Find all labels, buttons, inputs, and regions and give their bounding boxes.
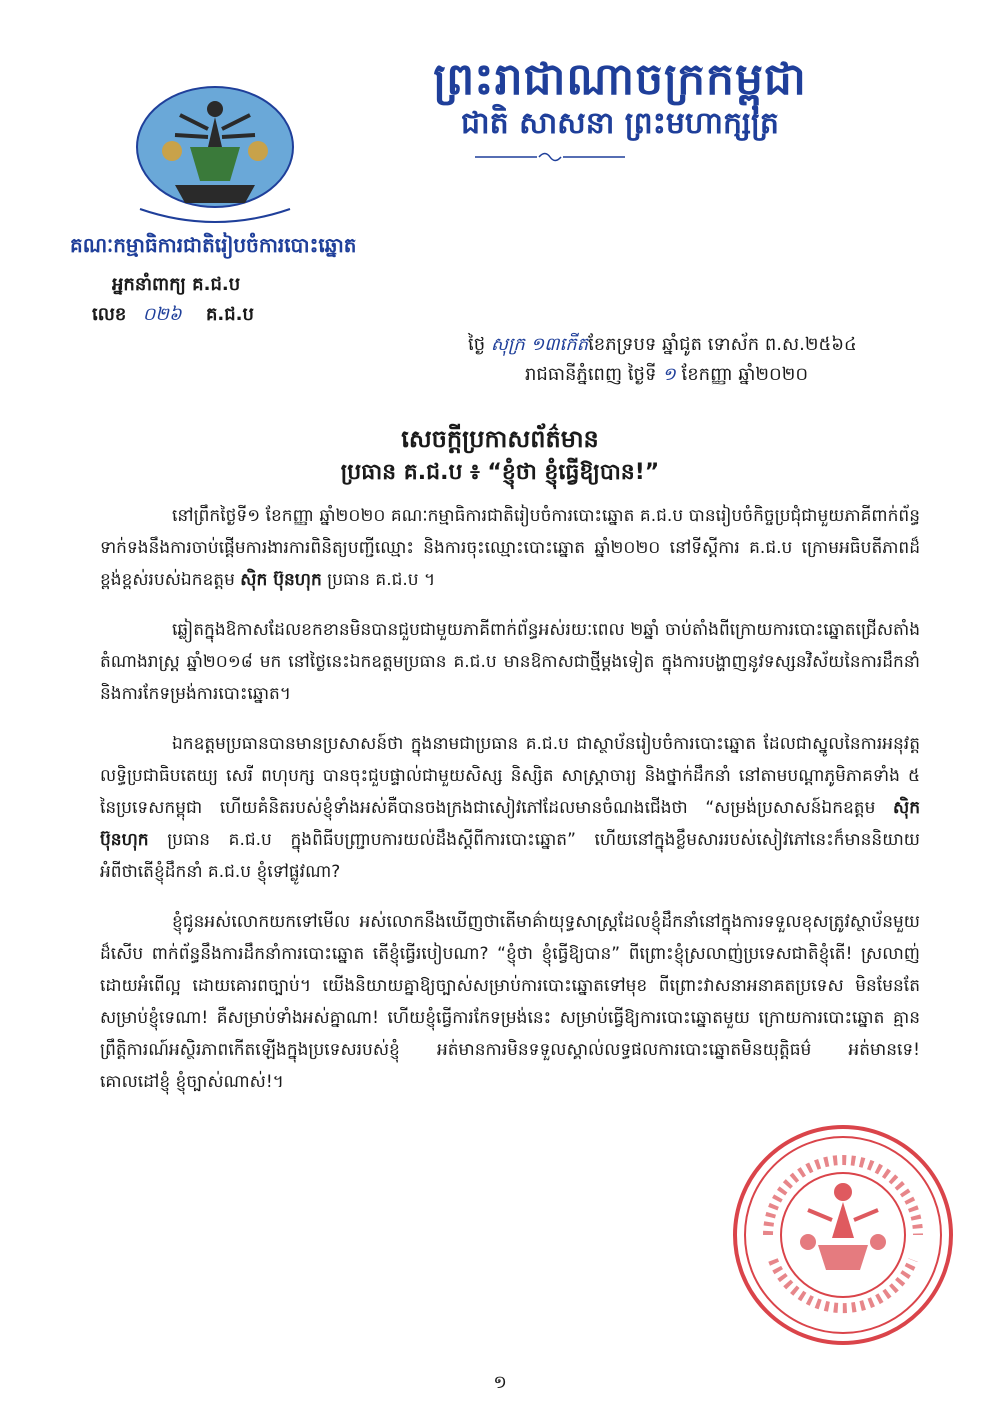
paragraph-2: ឆ្លៀតក្នុងឱកាសដែលខកខានមិនបានជួបជាមួយភាគីពាក់ព័ន្ធអស់រយៈពេល ២ឆ្នាំ ចាប់តាំងពីក្រោយការបោះឆ្នោតជ្រើសតាំងតំណាងរាស្ត្រ ឆ្នាំ២០១៨ មក នៅថ្ងៃនេះឯកឧត្តមប្រធាន គ.ជ.ប មានឱកាសជាថ្មីម្តងទៀត ក្នុងការបង្ហាញនូវទស្សនវិស័យនៃការដឹកនាំ និងការកែទម្រង់ការបោះឆ្នោត។: [100, 620, 920, 704]
paragraph-3-name: ស៊ិក ប៊ុនហុក: [100, 798, 920, 850]
solar-date: [525, 362, 808, 389]
paragraph-1: [100, 500, 920, 596]
number-label: លេខ: [92, 304, 127, 325]
kingdom-motto: ជាតិ សាសនា ព្រះមហាក្សត្រ: [461, 106, 779, 141]
paragraph-3: [100, 728, 920, 888]
kingdom-title: ព្រះរាជាណាចក្រកម្ពុជា: [433, 54, 807, 105]
lunar-date-prefix: ថ្ងៃ: [468, 334, 486, 355]
official-seal-stamp: [728, 1120, 958, 1350]
paragraph-4: ខ្ញុំជូនអស់លោកយកទៅមើល អស់លោកនឹងឃើញថាតើមាគ៌ាយុទ្ធសាស្ត្រដែលខ្ញុំដឹកនាំនៅក្នុងការទទួលខុសត្រូវស្ថាប័នមួយដ៏សើប ពាក់ព័ន្ធនឹងការដឹកនាំការបោះឆ្នោត តើខ្ញុំធ្វើរបៀបណា? “ខ្ញុំថា ខ្ញុំធ្វើឱ្យបាន” ពីព្រោះខ្ញុំស្រលាញ់ប្រទេសជាតិខ្ញុំតើ! ស្រលាញ់ដោយអំពើល្អ ដោយគោរពច្បាប់។ យើងនិយាយគ្នាឱ្យច្បាស់សម្រាប់ការបោះឆ្នោតទៅមុខ ពីព្រោះវាសនាអនាគតប្រទេស មិនមែនតែសម្រាប់ខ្ញុំទេណា! គឺសម្រាប់ទាំងអស់គ្នាណា! ហើយខ្ញុំធ្វើការកែទម្រង់នេះ សម្រាប់ធ្វើឱ្យការបោះឆ្នោតមួយ ក្រោយការបោះឆ្នោត គ្មានព្រឹត្តិការណ៍អស្ថិរភាពកើតឡើងក្នុងប្រទេសរបស់ខ្ញុំ អត់មានការមិនទទួលស្គាល់លទ្ធផលការបោះឆ្នោតមិនយុត្តិធម៌ អត់មានទេ! គោលដៅខ្ញុំ ខ្ញុំច្បាស់ណាស់!។: [100, 912, 920, 1092]
number-value: ០២៦: [142, 304, 182, 325]
document-number: [92, 302, 254, 329]
lunar-date-day: សុក្រ ១៣កើត: [490, 334, 589, 355]
document-subtitle: ប្រធាន គ.ជ.ប ៖ “ខ្ញុំថា ខ្ញុំធ្វើឱ្យបាន!”: [340, 460, 660, 485]
paragraph-1-text-a: នៅព្រឹកថ្ងៃទី១ ខែកញ្ញា ឆ្នាំ២០២០ គណៈកម្មាធិការជាតិរៀបចំការបោះឆ្នោត គ.ជ.ប បានរៀបចំកិច្ចប្រជុំជាមួយភាគីពាក់ព័ន្ធ ទាក់ទងនឹងការចាប់ផ្តើមការងារការពិនិត្យបញ្ជីឈ្មោះ និងការចុះឈ្មោះបោះឆ្នោត ឆ្នាំ២០២០ នៅទីស្តីការ គ.ជ.ប ក្រោមអធិបតីភាពដ៏ខ្ពង់ខ្ពស់របស់ឯកឧត្តម: [100, 506, 920, 590]
solar-date-prefix: រាជធានីភ្នំពេញ ថ្ងៃទី: [525, 364, 657, 385]
lunar-date-rest: ខែភទ្របទ ឆ្នាំជូត ទោស័ក ព.ស.២៥៦៤: [588, 334, 857, 355]
nec-emblem-logo: [120, 85, 310, 235]
ornament-divider: [475, 150, 625, 164]
document-body: [100, 500, 920, 1116]
paragraph-3-text-a: ឯកឧត្តមប្រធានបានមានប្រសាសន៍ថា ក្នុងនាមជាប្រធាន គ.ជ.ប ជាស្ថាប័នរៀបចំការបោះឆ្នោត ដែលជាស្នូលនៃការអនុវត្តលទ្ធិប្រជាធិបតេយ្យ សេរី ពហុបក្ស បានចុះជួបផ្ទាល់ជាមួយសិស្ស និស្សិត សាស្ត្រាចារ្យ និងថ្នាក់ដឹកនាំ នៅតាមបណ្តាភូមិភាគទាំង ៥ នៃប្រទេសកម្ពុជា ហើយគំនិតរបស់ខ្ញុំទាំងអស់គឺបានចងក្រងជាសៀវភៅដែលមានចំណងជើងថា “សម្រង់ប្រសាសន៍ឯកឧត្តម: [100, 734, 920, 818]
org-name: គណៈកម្មាធិការជាតិរៀបចំការបោះឆ្នោត: [70, 233, 357, 257]
spokesperson-label: អ្នកនាំពាក្យ គ.ជ.ប: [112, 274, 241, 295]
paragraph-1-text-b: ប្រធាន គ.ជ.ប ។: [321, 570, 436, 590]
number-suffix: គ.ជ.ប: [205, 304, 254, 325]
lunar-date: [468, 332, 857, 359]
solar-date-rest: ខែកញ្ញា ឆ្នាំ២០២០: [681, 364, 809, 385]
page-number: ១: [493, 1372, 507, 1393]
solar-date-day: ១: [662, 364, 676, 385]
paragraph-1-name: ស៊ិក ប៊ុនហុក: [240, 570, 322, 590]
paragraph-3-text-b: ប្រធាន គ.ជ.ប ក្នុងពិធីបញ្ជ្រាបការយល់ដឹងស្តីពីការបោះឆ្នោត” ហើយនៅក្នុងខ្លឹមសាររបស់សៀវភៅនេះក៏មាននិយាយអំពីថាតើខ្ញុំដឹកនាំ គ.ជ.ប ខ្ញុំទៅផ្លូវណា?: [100, 830, 920, 882]
document-title: សេចក្តីប្រកាសព័ត៌មាន: [401, 425, 599, 453]
